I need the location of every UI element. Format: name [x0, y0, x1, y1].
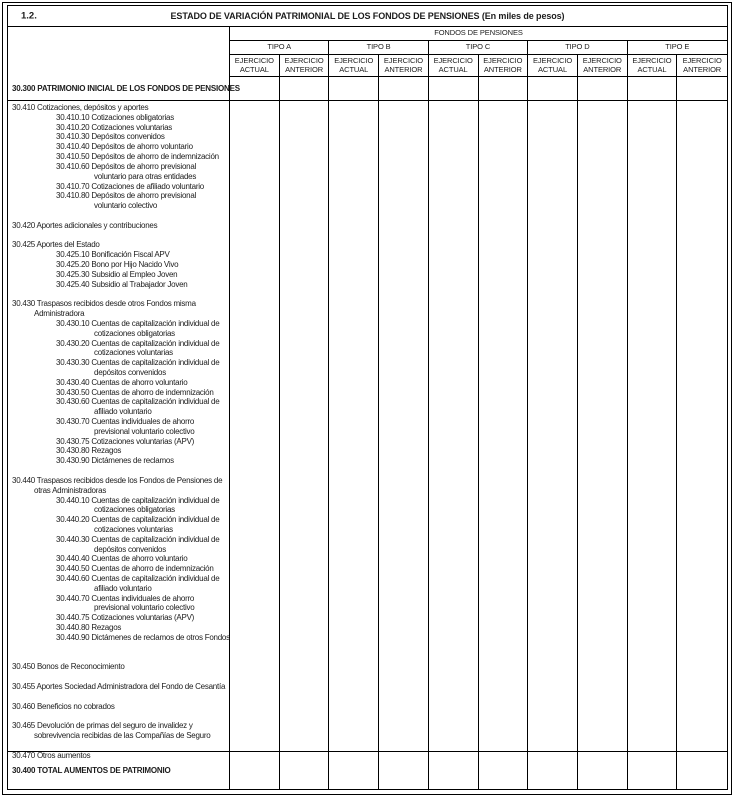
account-line: 30.450 Bonos de Reconocimiento — [12, 662, 125, 672]
value-cell — [479, 101, 529, 760]
fund-type-header: TIPO A — [230, 41, 329, 55]
account-line: cotizaciones voluntarias — [94, 348, 173, 358]
row-initial — [8, 77, 727, 101]
value-cell — [379, 752, 429, 789]
account-line: 30.455 Aportes Sociedad Administradora del Fondo de Cesantía — [12, 681, 226, 691]
value-cell — [329, 101, 379, 760]
value-cell — [677, 101, 727, 760]
value-cell — [429, 101, 479, 760]
account-line: 30.440.60 Cuentas de capitalización individual de — [56, 574, 220, 583]
account-line — [8, 692, 229, 702]
account-line: sobrevivencia recibidas de las Compañías de Seguro — [34, 731, 211, 740]
period-header: EJERCICIO ANTERIOR — [677, 55, 727, 77]
account-line — [8, 741, 229, 751]
value-cell — [379, 77, 429, 100]
account-line: afiliado voluntario — [94, 583, 152, 593]
account-line: afiliado voluntario — [94, 407, 152, 417]
account-line: 30.440.80 Rezagos — [56, 623, 122, 633]
account-line: 30.425.10 Bonificación Fiscal APV — [56, 250, 170, 260]
period-header: EJERCICIO ACTUAL — [230, 55, 280, 77]
column-group-header: FONDOS DE PENSIONES — [230, 27, 727, 41]
account-line: 30.430.50 Cuentas de ahorro de indemnización — [56, 387, 214, 397]
value-cell — [677, 77, 727, 100]
account-line: depósitos convenidos — [94, 544, 166, 554]
account-line — [8, 289, 229, 299]
value-cell — [628, 752, 678, 789]
period-header: EJERCICIO ACTUAL — [528, 55, 578, 77]
form-title: ESTADO DE VARIACIÓN PATRIMONIAL DE LOS FONDOS DE PENSIONES (En miles de pesos) — [170, 11, 565, 21]
body-row — [8, 101, 727, 760]
account-line: 30.430.10 Cuentas de capitalización individual de — [56, 318, 220, 328]
account-line: 30.440.20 Cuentas de capitalización individual de — [56, 515, 220, 525]
account-line: 30.440.50 Cuentas de ahorro de indemnización — [56, 564, 214, 574]
value-cell — [429, 77, 479, 100]
value-cell — [578, 77, 628, 100]
account-line — [8, 711, 229, 721]
account-line: 30.430.30 Cuentas de capitalización individual de — [56, 358, 220, 368]
title-row — [8, 6, 727, 27]
row-total — [8, 752, 727, 789]
account-line — [8, 211, 229, 221]
value-cell — [528, 77, 578, 100]
description-column-header — [8, 27, 230, 77]
value-cell — [230, 101, 280, 760]
account-line: 30.440.30 Cuentas de capitalización individual de — [56, 534, 220, 544]
account-line: 30.425.30 Subsidio al Empleo Joven — [56, 269, 178, 279]
account-line: 30.430.90 Dictámenes de reclamos — [56, 456, 174, 466]
account-line: 30.410.70 Cotizaciones de afiliado voluntario — [56, 181, 204, 191]
value-cell — [479, 77, 529, 100]
account-line: 30.440.90 Dictámenes de reclamos de otros Fondos — [56, 632, 230, 642]
account-line: 30.410.20 Cotizaciones voluntarias — [56, 122, 173, 132]
fund-type-header: TIPO B — [329, 41, 428, 55]
value-cell — [280, 101, 330, 760]
period-header: EJERCICIO ACTUAL — [329, 55, 379, 77]
value-cell — [230, 752, 280, 789]
fund-type-header: TIPO D — [528, 41, 627, 55]
account-line: 30.420 Aportes adicionales y contribuciones — [12, 220, 158, 230]
account-line: 30.470 Otros aumentos — [12, 750, 91, 760]
period-header: EJERCICIO ACTUAL — [628, 55, 678, 77]
value-cell — [429, 752, 479, 789]
value-cell — [230, 77, 280, 100]
value-cell — [677, 752, 727, 789]
account-line: 30.430.60 Cuentas de capitalización individual de — [56, 397, 220, 407]
row-initial-label: 30.300 PATRIMONIO INICIAL DE LOS FONDOS DE PENSIONES — [8, 77, 230, 100]
account-line: 30.410.30 Depósitos convenidos — [56, 132, 165, 142]
account-line: 30.440.70 Cuentas individuales de ahorro — [56, 593, 195, 603]
value-cell — [379, 101, 429, 760]
period-header: EJERCICIO ANTERIOR — [479, 55, 529, 77]
form-table — [7, 5, 728, 790]
value-cell — [628, 101, 678, 760]
account-line: voluntario para otras entidades — [94, 171, 197, 181]
account-line: depósitos convenidos — [94, 367, 166, 377]
row-total-label: 30.400 TOTAL AUMENTOS DE PATRIMONIO — [8, 752, 230, 789]
period-header: EJERCICIO ACTUAL — [429, 55, 479, 77]
account-line: 30.440 Traspasos recibidos desde los Fondos de Pensiones de — [12, 475, 223, 485]
account-line: Administradora — [34, 309, 85, 319]
value-cell — [329, 77, 379, 100]
account-line — [8, 466, 229, 476]
value-cell — [578, 101, 628, 760]
header-grid — [8, 27, 727, 77]
account-line: 30.425.20 Bono por Hijo Nacido Vivo — [56, 260, 179, 269]
fund-type-header: TIPO E — [628, 41, 727, 55]
value-cell — [479, 752, 529, 789]
account-line: 30.440.10 Cuentas de capitalización individual de — [56, 495, 220, 505]
account-line: 30.430.75 Cotizaciones voluntarias (APV) — [56, 436, 195, 446]
account-line: 30.410.10 Cotizaciones obligatorias — [56, 112, 174, 122]
account-line: 30.410.50 Depósitos de ahorro de indemnización — [56, 152, 219, 162]
account-line: 30.430 Traspasos recibidos desde otros Fondos misma — [12, 299, 196, 309]
fund-type-header: TIPO C — [429, 41, 528, 55]
account-line: 30.410.40 Depósitos de ahorro voluntario — [56, 142, 193, 152]
value-cell — [528, 101, 578, 760]
account-line — [8, 653, 229, 663]
period-header: EJERCICIO ANTERIOR — [578, 55, 628, 77]
account-line: 30.430.40 Cuentas de ahorro voluntario — [56, 377, 188, 387]
account-line: 30.440.40 Cuentas de ahorro voluntario — [56, 554, 188, 564]
account-line: 30.425.40 Subsidio al Trabajador Joven — [56, 279, 188, 289]
account-line: voluntario colectivo — [94, 201, 158, 211]
section-number: 1.2. — [21, 10, 37, 22]
account-line: 30.440.75 Cotizaciones voluntarias (APV) — [56, 613, 195, 623]
account-line — [8, 231, 229, 241]
account-line: previsional voluntario colectivo — [94, 603, 195, 613]
value-cell — [329, 752, 379, 789]
account-line: cotizaciones obligatorias — [94, 505, 175, 515]
account-line: 30.410.80 Depósitos de ahorro previsional — [56, 191, 197, 201]
value-cell — [578, 752, 628, 789]
account-line: 30.430.80 Rezagos — [56, 446, 122, 456]
account-line: otras Administradoras — [34, 485, 107, 495]
value-cell — [528, 752, 578, 789]
value-cell — [280, 752, 330, 789]
period-header: EJERCICIO ANTERIOR — [280, 55, 330, 77]
account-line: 30.460 Beneficios no cobrados — [12, 701, 115, 711]
account-line: cotizaciones voluntarias — [94, 524, 173, 534]
value-cell — [280, 77, 330, 100]
account-line: 30.410.60 Depósitos de ahorro previsional — [56, 161, 197, 171]
account-list — [8, 101, 230, 760]
account-line: 30.465 Devolución de primas del seguro de invalidez y — [12, 721, 193, 731]
account-line: 30.425 Aportes del Estado — [12, 240, 100, 250]
account-line — [8, 643, 229, 653]
period-header: EJERCICIO ANTERIOR — [379, 55, 429, 77]
account-line: 30.430.20 Cuentas de capitalización individual de — [56, 338, 220, 348]
account-line: previsional voluntario colectivo — [94, 426, 195, 436]
account-line: 30.430.70 Cuentas individuales de ahorro — [56, 417, 195, 426]
account-line: cotizaciones obligatorias — [94, 328, 175, 338]
account-line — [8, 672, 229, 682]
account-line: 30.410 Cotizaciones, depósitos y aportes — [12, 103, 149, 112]
value-cell — [628, 77, 678, 100]
